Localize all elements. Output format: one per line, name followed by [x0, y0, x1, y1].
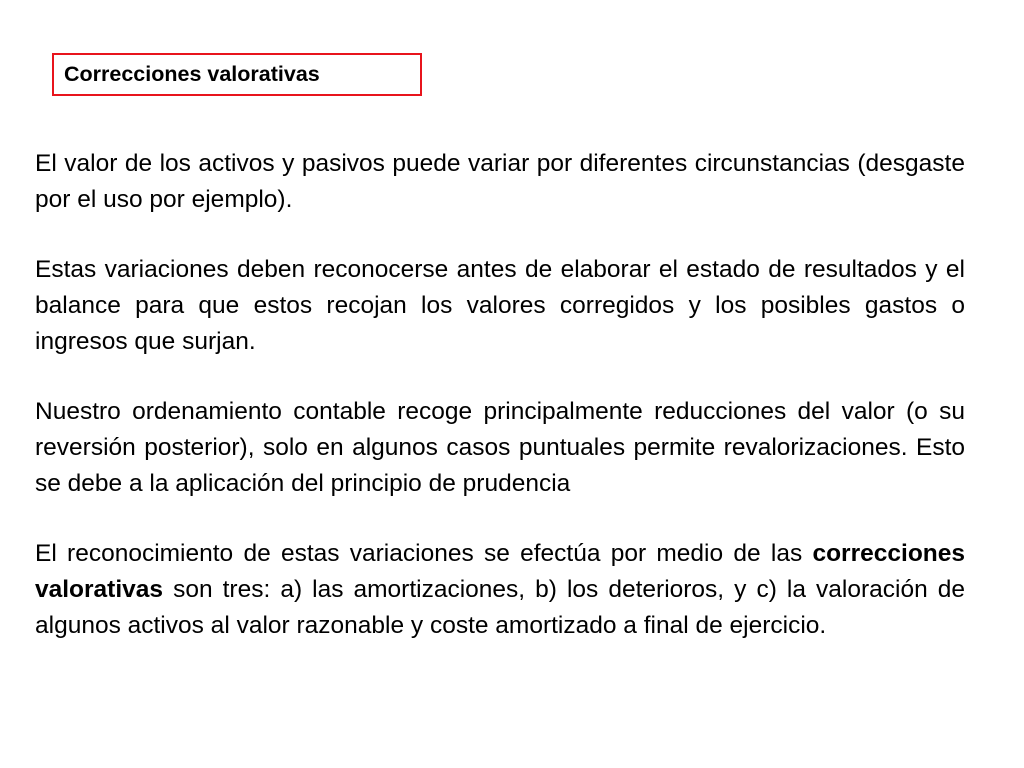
paragraph-4-intro: El reconocimiento de estas variaciones se efectúa por medio de las — [35, 540, 813, 567]
paragraph-4 — [35, 536, 965, 644]
paragraph-1: El valor de los activos y pasivos puede variar por diferentes circunstancias (desgaste por el uso por ejemplo). — [35, 150, 965, 213]
slide-body — [35, 146, 965, 644]
paragraph-3: Nuestro ordenamiento contable recoge principalmente reducciones del valor (o su reversión posterior), solo en algunos casos puntuales permite revalorizaciones. Esto se debe a la aplicación del principio de prudencia — [35, 398, 965, 497]
paragraph-2: Estas variaciones deben reconocerse antes de elaborar el estado de resultados y el balance para que estos recojan los valores corregidos y los posibles gastos o ingresos que surjan. — [35, 256, 965, 355]
title-box — [52, 53, 422, 96]
slide-title: Correcciones valorativas — [64, 62, 320, 86]
paragraph-4-emphasis: correcciones valorativas — [35, 540, 965, 603]
paragraph-4-rest: son tres: a) las amortizaciones, b) los deterioros, y c) la valoración de algunos activos al valor razonable y coste amortizado a final de ejercicio. — [35, 576, 965, 639]
